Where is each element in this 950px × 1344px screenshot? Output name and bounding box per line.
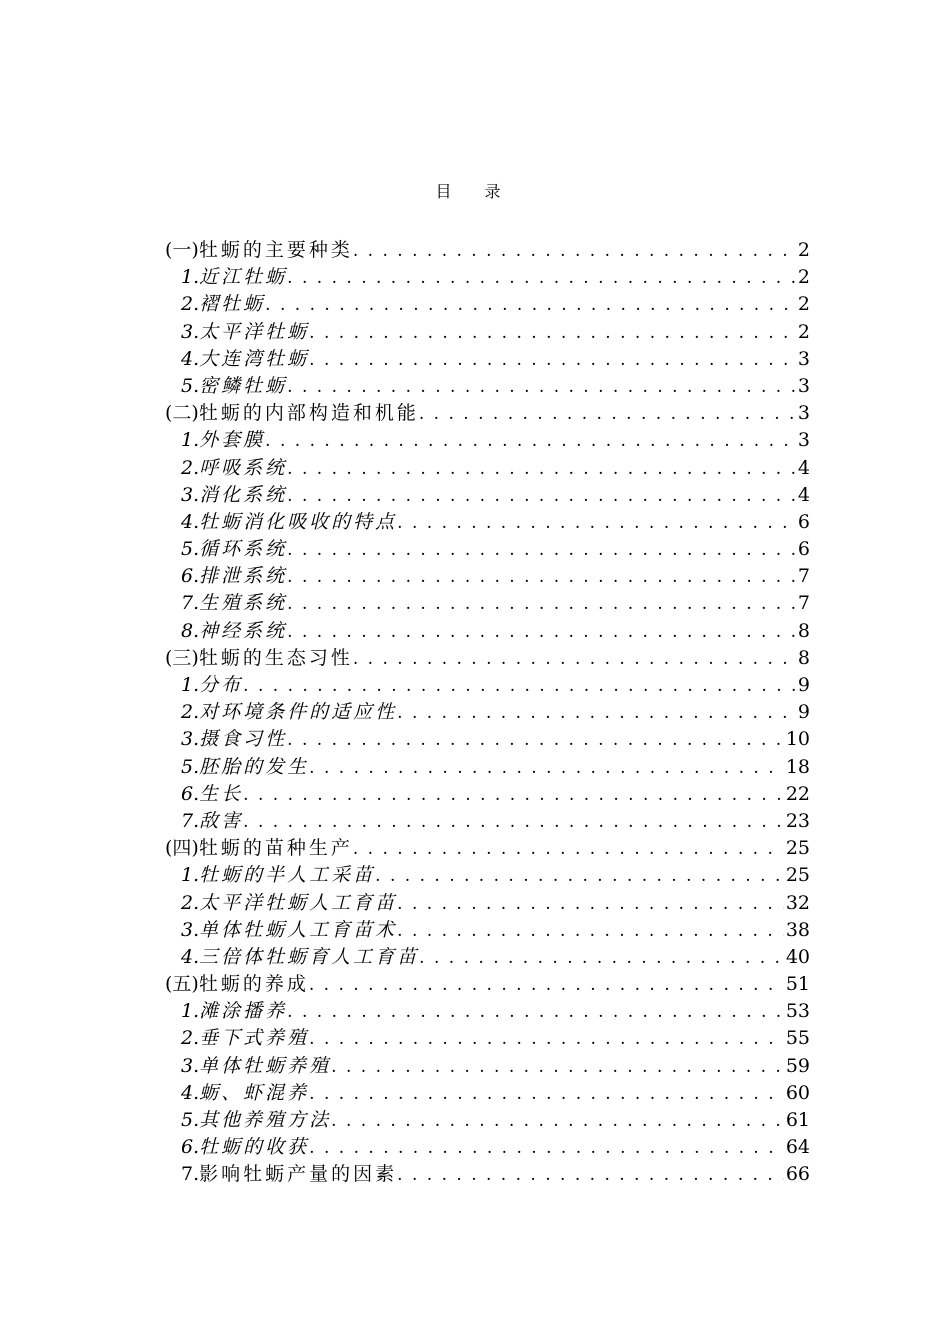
toc-entry-number: 8.	[181, 619, 200, 642]
toc-section-entry[interactable]	[165, 455, 810, 482]
toc-entry-title: 近江牡蛎	[199, 266, 288, 289]
toc-chapter-entry[interactable]	[165, 645, 810, 672]
toc-page-number: 2	[797, 320, 810, 343]
toc-entry-number: 2.	[181, 456, 200, 479]
toc-entry-number: (二)	[165, 402, 199, 425]
toc-entry-number: (四)	[165, 837, 199, 860]
toc-entry-number: 2.	[181, 293, 200, 316]
toc-section-entry[interactable]	[165, 264, 810, 291]
toc-page-number: 55	[785, 1027, 810, 1050]
toc-dot-leader	[397, 918, 784, 945]
toc-dot-leader	[397, 700, 796, 727]
toc-page-number: 60	[785, 1081, 810, 1104]
toc-entry-number: 3.	[181, 320, 200, 343]
toc-section-entry[interactable]	[165, 917, 810, 944]
toc-chapter-entry[interactable]	[165, 835, 810, 862]
toc-entry-title: 影响牡蛎产量的因素	[199, 1163, 398, 1186]
toc-section-entry[interactable]	[165, 319, 810, 346]
toc-page-number: 2	[797, 293, 810, 316]
toc-section-entry[interactable]	[165, 944, 810, 971]
toc-dot-leader	[419, 945, 784, 972]
toc-dot-leader	[331, 1108, 784, 1135]
toc-chapter-entry[interactable]	[165, 971, 810, 998]
toc-entry-title: 褶牡蛎	[199, 293, 266, 316]
toc-entry-title: 太平洋牡蛎人工育苗	[199, 891, 398, 914]
toc-entry-title: 大连湾牡蛎	[199, 347, 310, 370]
toc-section-entry[interactable]	[165, 618, 810, 645]
toc-section-entry[interactable]	[165, 1161, 810, 1188]
toc-dot-leader	[309, 1081, 784, 1108]
toc-dot-leader	[287, 483, 796, 510]
toc-entry-title: 消化系统	[199, 483, 288, 506]
toc-section-entry[interactable]	[165, 1134, 810, 1161]
toc-page-number: 7	[797, 565, 810, 588]
toc-dot-leader	[287, 727, 784, 754]
toc-entry-title: 牡蛎的主要种类	[198, 239, 353, 261]
toc-entry-title: 牡蛎的内部构造和机能	[198, 402, 419, 425]
toc-entry-number: 1.	[181, 266, 200, 289]
toc-section-entry[interactable]	[165, 781, 810, 808]
toc-dot-leader	[243, 782, 784, 809]
toc-dot-leader	[397, 510, 796, 537]
toc-entry-number: 7.	[181, 592, 200, 615]
toc-page-number: 59	[785, 1054, 810, 1077]
toc-entry-number: 5.	[181, 1109, 200, 1131]
toc-entry-title: 对环境条件的适应性	[199, 701, 398, 724]
toc-section-entry[interactable]	[165, 998, 810, 1025]
toc-entry-number: 2.	[181, 701, 200, 724]
toc-section-entry[interactable]	[165, 1053, 810, 1080]
toc-page-number: 6	[797, 510, 810, 533]
toc-entry-number: 4.	[181, 1081, 200, 1104]
toc-dot-leader	[265, 292, 796, 319]
toc-section-entry[interactable]	[165, 1107, 810, 1134]
toc-entry-title: 垂下式养殖	[199, 1027, 310, 1050]
toc-section-entry[interactable]	[165, 1025, 810, 1052]
toc-entry-title: 胚胎的发生	[199, 755, 310, 778]
toc-entry-number: (五)	[165, 973, 199, 996]
toc-entry-title: 牡蛎的生态习性	[198, 646, 353, 669]
toc-section-entry[interactable]	[165, 536, 810, 563]
toc-entry-number: 6.	[181, 1136, 200, 1159]
toc-section-entry[interactable]	[165, 1080, 810, 1107]
toc-entry-title: 三倍体牡蛎育人工育苗	[199, 945, 420, 968]
toc-section-entry[interactable]	[165, 373, 810, 400]
toc-page-number: 22	[785, 782, 810, 805]
toc-entry-number: 4.	[181, 347, 200, 370]
toc-section-entry[interactable]	[165, 699, 810, 726]
toc-entry-title: 呼吸系统	[199, 456, 288, 479]
toc-page-number: 4	[797, 456, 810, 479]
toc-dot-leader	[353, 646, 796, 673]
toc-dot-leader	[243, 809, 784, 836]
toc-section-entry[interactable]	[165, 862, 810, 889]
toc-entry-title: 循环系统	[199, 538, 288, 561]
toc-entry-number: (三)	[165, 646, 199, 669]
toc-dot-leader	[309, 320, 796, 347]
toc-entry-title: 分布	[199, 674, 244, 696]
toc-dot-leader	[287, 374, 796, 401]
toc-dot-leader	[375, 863, 784, 890]
toc-section-entry[interactable]	[165, 672, 810, 699]
toc-dot-leader	[287, 265, 796, 292]
toc-dot-leader	[287, 456, 796, 483]
toc-dot-leader	[287, 999, 784, 1026]
toc-entry-title: 生长	[199, 782, 244, 805]
toc-page-number: 25	[785, 837, 810, 860]
toc-page-number: 64	[785, 1136, 810, 1159]
toc-page-number: 6	[797, 538, 810, 561]
toc-page-number: 3	[797, 429, 810, 452]
toc-entry-number: 7.	[181, 809, 200, 832]
toc-entry-number: (一)	[165, 239, 199, 261]
toc-page-number: 25	[785, 864, 810, 887]
toc-entry-title: 牡蛎的半人工采苗	[199, 864, 376, 887]
toc-dot-leader	[309, 972, 784, 999]
toc-page-number: 8	[797, 619, 810, 642]
toc-page-number: 38	[785, 918, 810, 941]
toc-entry-number: 3.	[181, 1054, 200, 1077]
toc-entry-title: 太平洋牡蛎	[199, 320, 310, 343]
toc-chapter-entry[interactable]	[165, 237, 810, 264]
toc-dot-leader	[397, 1162, 784, 1189]
toc-section-entry[interactable]	[165, 482, 810, 509]
toc-entry-title: 密鳞牡蛎	[199, 374, 288, 397]
toc-section-entry[interactable]	[165, 291, 810, 318]
toc-dot-leader	[287, 619, 796, 646]
toc-dot-leader	[353, 238, 796, 265]
toc-page-number: 4	[797, 483, 810, 506]
toc-page-number: 61	[785, 1109, 810, 1131]
toc-dot-leader	[265, 428, 796, 455]
toc-dot-leader	[287, 591, 796, 618]
toc-entry-title: 牡蛎的收获	[199, 1136, 310, 1159]
toc-section-entry[interactable]	[165, 590, 810, 617]
toc-entry-number: 5.	[181, 755, 200, 778]
table-of-contents	[165, 237, 810, 1189]
toc-entry-title: 神经系统	[199, 619, 288, 642]
toc-entry-title: 滩涂播养	[199, 1000, 288, 1023]
toc-page-number: 66	[785, 1163, 810, 1186]
toc-page-number: 3	[797, 347, 810, 370]
toc-page-number: 7	[797, 592, 810, 615]
toc-entry-number: 5.	[181, 538, 200, 561]
toc-entry-title: 牡蛎的苗种生产	[198, 837, 353, 860]
toc-page-number: 40	[785, 945, 810, 968]
toc-section-entry[interactable]	[165, 808, 810, 835]
toc-entry-number: 4.	[181, 510, 200, 533]
toc-dot-leader	[309, 347, 796, 374]
toc-entry-number: 1.	[181, 1000, 200, 1023]
toc-entry-number: 7.	[181, 1163, 200, 1186]
toc-entry-title: 敌害	[199, 809, 244, 832]
page-title: 目 录	[435, 182, 515, 201]
toc-page-number: 51	[785, 973, 810, 996]
toc-page-number: 3	[797, 374, 810, 397]
toc-entry-title: 牡蛎消化吸收的特点	[199, 510, 398, 533]
toc-entry-number: 1.	[181, 429, 200, 452]
toc-entry-number: 6.	[181, 565, 200, 588]
toc-entry-number: 2.	[181, 891, 200, 914]
toc-page-number: 18	[785, 755, 810, 778]
toc-entry-title: 单体牡蛎养殖	[199, 1054, 332, 1077]
toc-page-number: 2	[797, 239, 810, 261]
toc-chapter-entry[interactable]	[165, 400, 810, 427]
toc-page-number: 32	[785, 891, 810, 914]
toc-entry-title: 生殖系统	[199, 592, 288, 615]
toc-page-number: 9	[797, 701, 810, 724]
toc-dot-leader	[309, 1026, 784, 1053]
toc-section-entry[interactable]	[165, 509, 810, 536]
toc-page-number: 8	[797, 646, 810, 669]
toc-entry-number: 2.	[181, 1027, 200, 1050]
toc-entry-title: 摄食习性	[199, 728, 288, 751]
toc-entry-number: 3.	[181, 728, 200, 751]
toc-page-number: 10	[785, 728, 810, 751]
toc-section-entry[interactable]	[165, 427, 810, 454]
toc-entry-title: 排泄系统	[199, 565, 288, 588]
toc-page-number: 3	[797, 402, 810, 425]
toc-section-entry[interactable]	[165, 346, 810, 373]
toc-page-number: 2	[797, 266, 810, 289]
toc-entry-title: 其他养殖方法	[199, 1109, 332, 1131]
toc-entry-title: 蛎、虾混养	[199, 1081, 310, 1104]
toc-entry-number: 1.	[181, 864, 200, 887]
toc-entry-number: 5.	[181, 374, 200, 397]
toc-entry-number: 6.	[181, 782, 200, 805]
toc-section-entry[interactable]	[165, 754, 810, 781]
toc-entry-number: 4.	[181, 945, 200, 968]
toc-dot-leader	[397, 891, 784, 918]
toc-entry-number: 3.	[181, 918, 200, 941]
toc-dot-leader	[309, 1135, 784, 1162]
toc-dot-leader	[419, 401, 796, 428]
toc-entry-number: 1.	[181, 674, 200, 696]
toc-dot-leader	[243, 673, 796, 700]
toc-dot-leader	[309, 755, 784, 782]
toc-dot-leader	[287, 564, 796, 591]
toc-dot-leader	[287, 537, 796, 564]
toc-page-number: 53	[785, 1000, 810, 1023]
toc-entry-title: 单体牡蛎人工育苗术	[199, 918, 398, 941]
toc-section-entry[interactable]	[165, 726, 810, 753]
toc-page-number: 9	[797, 674, 810, 696]
toc-dot-leader	[331, 1054, 784, 1081]
toc-page-number: 23	[785, 809, 810, 832]
toc-entry-number: 3.	[181, 483, 200, 506]
toc-section-entry[interactable]	[165, 890, 810, 917]
toc-entry-title: 牡蛎的养成	[198, 973, 309, 996]
toc-entry-title: 外套膜	[199, 429, 266, 452]
toc-section-entry[interactable]	[165, 563, 810, 590]
toc-dot-leader	[353, 836, 784, 863]
